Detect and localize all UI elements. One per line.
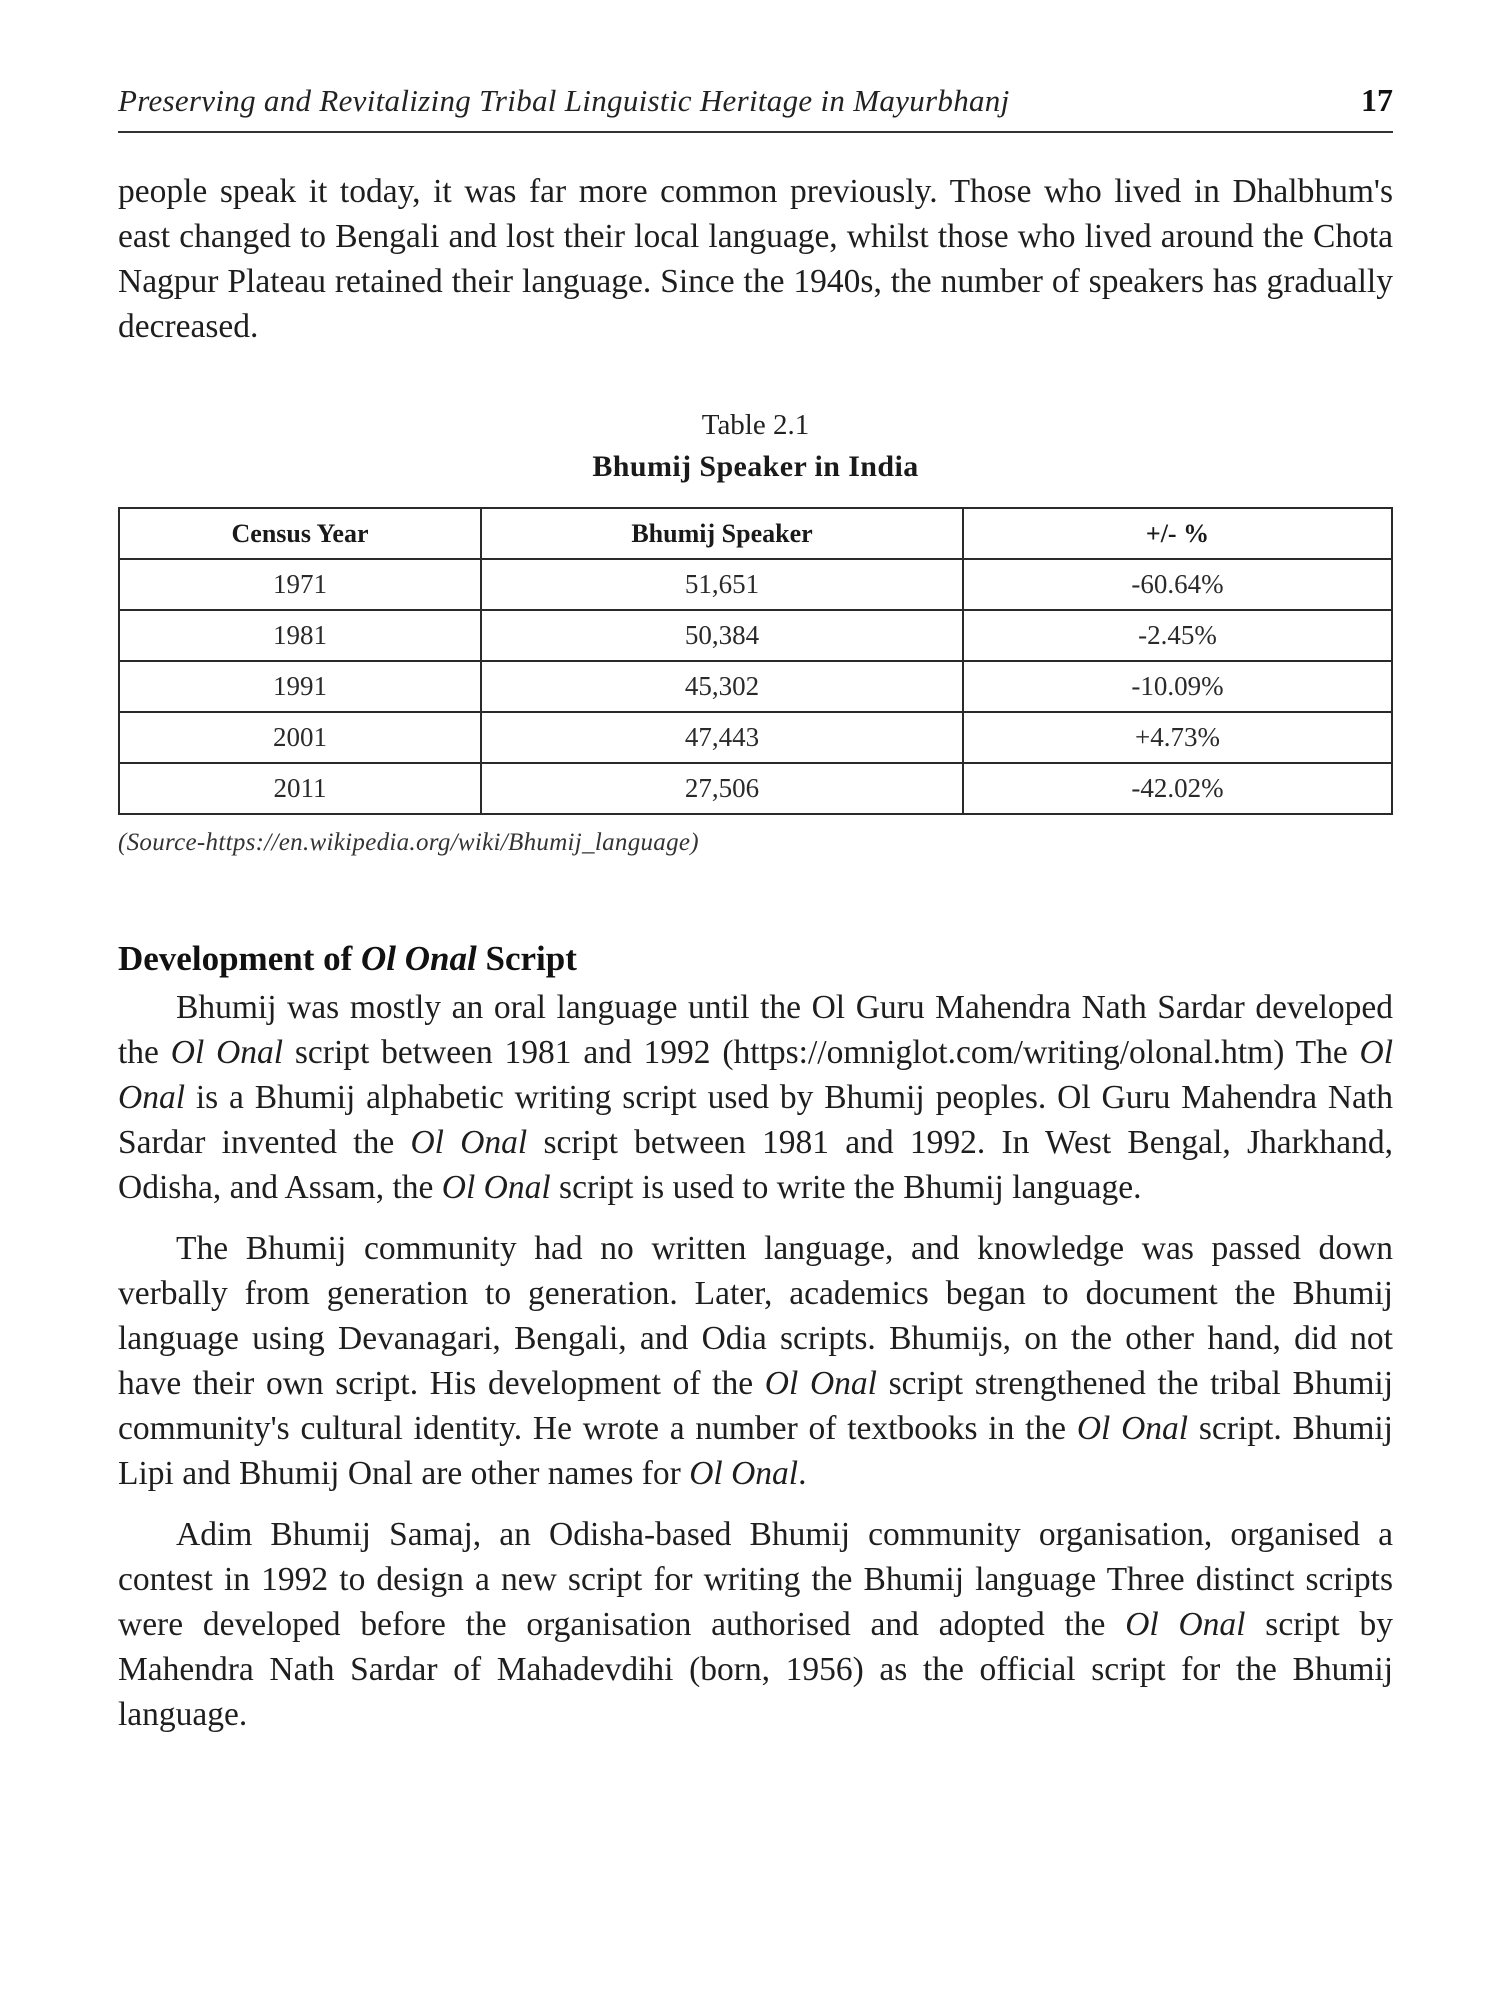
table-row bbox=[119, 559, 1392, 610]
text-run: script is used to write the Bhumij language. bbox=[550, 1169, 1142, 1206]
speaker-count-cell: 50,384 bbox=[481, 610, 963, 661]
heading-text-post: Script bbox=[476, 939, 577, 978]
table-header-row bbox=[119, 508, 1392, 559]
census-year-cell: 2011 bbox=[119, 763, 481, 814]
change-percent-cell: -10.09% bbox=[963, 661, 1392, 712]
column-header-change-percent: +/- % bbox=[963, 508, 1392, 559]
change-percent-cell: +4.73% bbox=[963, 712, 1392, 763]
text-run: The Bhumij community had no written language, and knowledge was passed down verbally from generation to generation. Later, academics began to document the Bhumij language using Devanagari, Bengali, and Odia scripts. Bhumijs, on the other hand, did not have their own script. His development of the bbox=[118, 1230, 1393, 1402]
census-year-cell: 1971 bbox=[119, 559, 481, 610]
heading-script-name: Ol Onal bbox=[361, 939, 477, 978]
change-percent-cell: -2.45% bbox=[963, 610, 1392, 661]
speaker-table bbox=[118, 507, 1393, 815]
speaker-count-cell: 47,443 bbox=[481, 712, 963, 763]
intro-paragraph: people speak it today, it was far more common previously. Those who lived in Dhalbhum's east changed to Bengali and lost their local language, whilst those who lived around the Chota Nagpur Plateau retained their language. Since the 1940s, the number of speakers has gradually decreased. bbox=[118, 173, 1393, 345]
script-name: Ol Onal bbox=[764, 1365, 877, 1402]
speaker-count-cell: 45,302 bbox=[481, 661, 963, 712]
book-page bbox=[118, 82, 1393, 1737]
census-year-cell: 1991 bbox=[119, 661, 481, 712]
script-name: Ol Onal bbox=[1076, 1410, 1189, 1447]
heading-text-pre: Development of bbox=[118, 939, 362, 978]
table-source-note: (Source-https://en.wikipedia.org/wiki/Bhumij_language) bbox=[118, 829, 699, 856]
census-year-cell: 1981 bbox=[119, 610, 481, 661]
text-run: is a Bhumij alphabetic writing script used by Bhumij peoples. Ol Guru Mahendra Nath Sardar invented the bbox=[118, 1079, 1393, 1161]
speaker-count-cell: 51,651 bbox=[481, 559, 963, 610]
script-name: Ol Onal bbox=[1125, 1606, 1246, 1643]
running-header bbox=[118, 82, 1393, 133]
script-name: Ol Onal bbox=[118, 1034, 1394, 1116]
table-title: Bhumij Speaker in India bbox=[592, 450, 919, 483]
table-row bbox=[119, 661, 1392, 712]
text-run: script by Mahendra Nath Sardar of Mahadevdihi (born, 1956) as the official script for the Bhumij language. bbox=[118, 1606, 1394, 1733]
text-run: script between 1981 and 1992 (https://omniglot.com/writing/olonal.htm) The bbox=[283, 1034, 1360, 1071]
running-title: Preserving and Revitalizing Tribal Linguistic Heritage in Mayurbhanj bbox=[118, 83, 1010, 118]
text-run: . bbox=[798, 1455, 807, 1492]
change-percent-cell: -60.64% bbox=[963, 559, 1392, 610]
table-row bbox=[119, 763, 1392, 814]
column-header-census-year: Census Year bbox=[119, 508, 481, 559]
script-name: Ol Onal bbox=[441, 1169, 551, 1206]
table-number: Table 2.1 bbox=[701, 409, 810, 441]
speaker-count-cell: 27,506 bbox=[481, 763, 963, 814]
change-percent-cell: -42.02% bbox=[963, 763, 1392, 814]
column-header-bhumij-speaker: Bhumij Speaker bbox=[481, 508, 963, 559]
script-name: Ol Onal bbox=[410, 1124, 528, 1161]
section-heading bbox=[118, 939, 1393, 979]
text-run: Bhumij was mostly an oral language until the Ol Guru Mahendra Nath Sardar developed the bbox=[118, 989, 1393, 1071]
census-year-cell: 2001 bbox=[119, 712, 481, 763]
body-paragraph-3 bbox=[118, 1512, 1393, 1737]
page-number: 17 bbox=[1361, 82, 1393, 118]
table-caption bbox=[118, 405, 1393, 489]
script-name: Ol Onal bbox=[689, 1455, 799, 1492]
body-paragraph-2 bbox=[118, 1226, 1393, 1496]
text-run: script. Bhumij Lipi and Bhumij Onal are other names for bbox=[118, 1410, 1393, 1492]
text-run: script between 1981 and 1992. In West Bengal, Jharkhand, Odisha, and Assam, the bbox=[118, 1124, 1394, 1206]
table-row bbox=[119, 610, 1392, 661]
text-run: Adim Bhumij Samaj, an Odisha-based Bhumij community organisation, organised a contest in 1992 to design a new script for writing the Bhumij language Three distinct scripts were developed before the organisation authorised and adopted the bbox=[118, 1516, 1393, 1643]
text-run: script strengthened the tribal Bhumij community's cultural identity. He wrote a number of textbooks in the bbox=[118, 1365, 1393, 1447]
table-row bbox=[119, 712, 1392, 763]
script-name: Ol Onal bbox=[170, 1034, 284, 1071]
body-paragraph-1 bbox=[118, 985, 1393, 1210]
